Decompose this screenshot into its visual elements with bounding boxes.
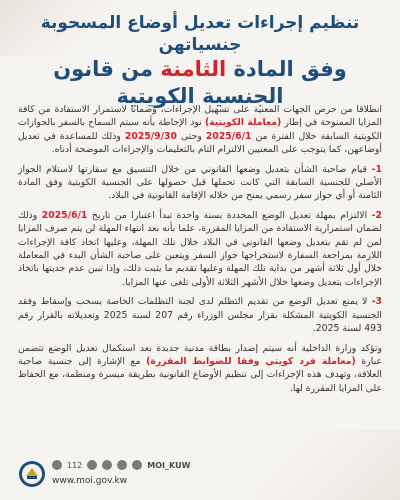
closing-highlight: (معاملة فرد كويتي وفقا للضوابط المقررة) [146,355,356,367]
intro-paragraph [18,103,382,157]
headline-accent-word: الثامنة [160,57,227,81]
item-2 [18,209,382,289]
kuwait-emblem-icon [18,460,46,488]
youtube-icon[interactable] [117,460,127,470]
announcement-body [18,103,382,401]
item-2-text-1: الالتزام بمهلة تعديل الوضع المحددة بسنة واحدة تبدأ اعتبارا من تاريخ [91,209,368,221]
headline-line-3: الجنسية الكويتية [116,84,284,108]
website-link[interactable]: www.moi.gov.kw [52,476,128,486]
item-2-text-2: وذلك لضمان استمرارية الاستفادة من المزايا المقررة، علما بأنه بعد انتهاء المهلة لن يتم صرف المزايا لمن لم تقم بتعديل وضعها القانوني في البلاد خلال تلك المهلة، وعليها اتخاذ كافة الإجراءات اللازمة بمراجعة السفارة لاستخراجها جواز السفر ويتعين على صاحبة الشأن البدء في المعاملة خلال أول ثلاثة أشهر من بداية تلك المهلة وعليها تقديم ما يثبت ذلك، وإذا تبين عدم جديتها باتخاذ الإجراءات بتعديل وضعها خلال الأشهر الثلاثة الأولى تلغى عنها المزايا. [18,209,382,288]
headline [0,12,400,110]
intro-date-to: 2025/9/30 [124,130,177,142]
footer [0,452,260,492]
phone-icon [52,460,62,470]
item-3-number: 3- [371,296,382,308]
snapchat-icon[interactable] [132,460,142,470]
intro-text-2: نود الإحاطة بأنه سيتم السماح بالسفر بالجوازات الكويتية السابقة خلال الفترة من [18,117,382,142]
item-3-text: لا يمنع تعديل الوضع من تقديم التظلم لدى لجنة التظلمات الخاصة بسحب وإسقاط وفقد الجنسية الكويتية المشكلة بقرار مجلس الوزراء رقم 207 لسنة 2025 وتعديلاته بالقرار رقم 493 لسنة 2025. [18,296,383,335]
intro-text-3: وذلك للمساعدة في تعديل أوضاعهن، كما يتوجب على المعنيين الالتزام التام بالتعليمات والإجراءات الموضحة أدناه. [18,130,382,156]
intro-date-from: 2025/6/1 [205,130,252,142]
social-bar [52,460,190,470]
item-1-text: قيام صاحبة الشأن بتعديل وضعها القانوني من خلال التنسيق مع سفارتها لاستلام الجواز الأصلي للجنسية السابقة التي كانت تحملها قبل حصولها على الجنسية الكويتية وفق المادة الثامنة أو أي جواز سفر رسمي يمنح من خلاله الإقامة القانونية في البلاد. [18,163,382,202]
social-handle[interactable]: MOI_KUW [147,460,191,470]
closing-text-1: وتؤكد وزارة الداخلية أنه سيتم إصدار بطاقة مدنية جديدة بعد استكمال تعديل الوضع تتضمن عبارة [18,342,382,367]
item-2-date: 2025/6/1 [41,209,88,221]
intro-between: وحتى [181,130,202,142]
item-1-number: 1- [371,163,382,175]
intro-text-1: انطلاقا من حرص الجهات المعنية على تسهيل الإجراءات، وضمانا لاستمرار الاستفادة من كافة المزايا الممنوحة في إطار [18,104,382,129]
item-1 [18,163,382,203]
headline-line-2-pre: وفق المادة [233,57,347,81]
closing-paragraph [18,342,382,396]
x-icon[interactable] [87,460,97,470]
closing-text-2: مع الإشارة إلى جنسية صاحبة العلاقة، وتهدف هذه الإجراءات إلى تنظيم الأوضاع القانونية بطريقة ميسرة ومنظمة، مع الحفاظ على المزايا المقررة لها. [18,355,382,394]
headline-line-2-post: من قانون [53,57,154,81]
headline-line-2 [0,56,400,83]
hotline-number: 112 [67,460,83,470]
headline-line-1: تنظيم إجراءات تعديل أوضاع المسحوبة جنسياتهن [40,13,360,55]
corner-decoration-bottom [250,430,400,500]
intro-highlight: (معاملة الكويتية) [205,117,282,129]
item-3 [18,295,382,335]
item-2-number: 2- [371,209,382,221]
instagram-icon[interactable] [102,460,112,470]
